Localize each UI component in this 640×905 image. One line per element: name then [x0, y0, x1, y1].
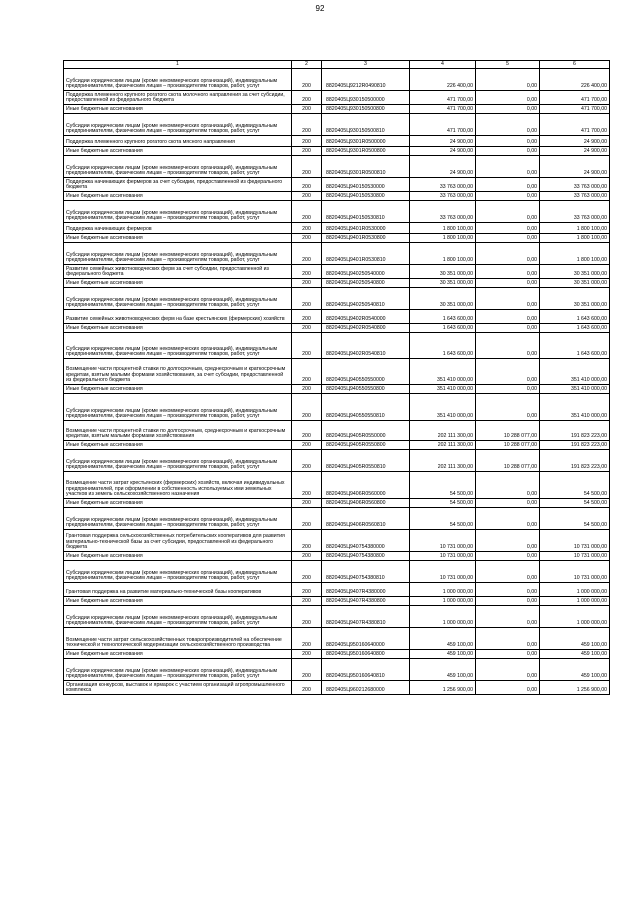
amount-cell: 24 900,00 — [410, 156, 476, 178]
total-cell: 54 500,00 — [540, 499, 610, 508]
code-cell: 200 — [292, 650, 322, 659]
total-cell: 10 731 000,00 — [540, 530, 610, 552]
name-cell: Субсидии юридическим лицам (кроме некоммерческих организаций), индивидуальным предпринимателям, физическим лицам – производителям товаров, работ, услуг — [64, 156, 292, 178]
table-row — [64, 147, 610, 156]
csr-cell: 8820405Ц950160640810 — [322, 659, 410, 681]
code-cell: 200 — [292, 394, 322, 421]
code-cell: 200 — [292, 201, 322, 223]
code-cell: 200 — [292, 628, 322, 650]
amount-cell: 1 800 100,00 — [410, 234, 476, 243]
total-cell: 30 351 000,00 — [540, 279, 610, 288]
total-cell: 459 100,00 — [540, 628, 610, 650]
amount-cell: 471 700,00 — [410, 91, 476, 105]
table-row — [64, 628, 610, 650]
csr-cell: 8820405Ц9406R0560800 — [322, 499, 410, 508]
name-cell: Субсидии юридическим лицам (кроме некоммерческих организаций), индивидуальным предпринимателям, физическим лицам – производителям товаров, работ, услуг — [64, 201, 292, 223]
total-cell: 10 731 000,00 — [540, 561, 610, 583]
change-cell: 0,00 — [476, 156, 540, 178]
table-row — [64, 583, 610, 597]
table-row — [64, 606, 610, 628]
amount-cell: 226 400,00 — [410, 69, 476, 91]
total-cell: 1 000 000,00 — [540, 583, 610, 597]
amount-cell: 1 800 100,00 — [410, 243, 476, 265]
change-cell: 0,00 — [476, 659, 540, 681]
name-cell: Грантовая поддержка на развитие материально-технической базы кооперативов — [64, 583, 292, 597]
change-cell: 0,00 — [476, 91, 540, 105]
amount-cell: 1 256 900,00 — [410, 681, 476, 695]
amount-cell: 202 111 300,00 — [410, 421, 476, 441]
csr-cell: 8820405Ц9407R4380000 — [322, 583, 410, 597]
code-cell: 200 — [292, 333, 322, 359]
name-cell: Субсидии юридическим лицам (кроме некоммерческих организаций), индивидуальным предпринимателям, физическим лицам – производителям товаров, работ, услуг — [64, 561, 292, 583]
amount-cell: 202 111 300,00 — [410, 441, 476, 450]
table-row — [64, 136, 610, 147]
table-row — [64, 265, 610, 279]
code-cell: 200 — [292, 265, 322, 279]
name-cell: Возмещение части затрат сельскохозяйственных товаропроизводителей на обеспечение технической и технологической модернизации сельскохозяйственного производства — [64, 628, 292, 650]
csr-cell: 8820405Ц940550550810 — [322, 394, 410, 421]
total-cell: 351 410 000,00 — [540, 359, 610, 385]
change-cell: 0,00 — [476, 606, 540, 628]
name-cell: Субсидии юридическим лицам (кроме некоммерческих организаций), индивидуальным предпринимателям, физическим лицам – производителям товаров, работ, услуг — [64, 243, 292, 265]
total-cell: 471 700,00 — [540, 114, 610, 136]
amount-cell: 24 900,00 — [410, 136, 476, 147]
total-cell: 191 823 223,00 — [540, 421, 610, 441]
page-number: 92 — [315, 4, 325, 13]
amount-cell: 351 410 000,00 — [410, 359, 476, 385]
total-cell: 459 100,00 — [540, 650, 610, 659]
name-cell: Субсидии юридическим лицам (кроме некоммерческих организаций), индивидуальным предпринимателям, физическим лицам – производителям товаров, работ, услуг — [64, 508, 292, 530]
total-cell: 33 763 000,00 — [540, 178, 610, 192]
amount-cell: 1 000 000,00 — [410, 597, 476, 606]
code-cell: 200 — [292, 583, 322, 597]
change-cell: 0,00 — [476, 310, 540, 324]
change-cell: 0,00 — [476, 105, 540, 114]
csr-cell: 8820405Ц9407R4380800 — [322, 597, 410, 606]
change-cell: 0,00 — [476, 583, 540, 597]
csr-cell: 8820405Ц9406R0560000 — [322, 472, 410, 499]
change-cell: 10 288 077,00 — [476, 441, 540, 450]
csr-cell: 8820405Ц9405R0550810 — [322, 450, 410, 472]
table-row — [64, 450, 610, 472]
code-cell: 200 — [292, 105, 322, 114]
change-cell: 0,00 — [476, 508, 540, 530]
csr-cell: 8820405Ц940550550800 — [322, 385, 410, 394]
csr-cell: 8820405Ц9212R0490810 — [322, 69, 410, 91]
header-cell: 2 — [292, 61, 322, 69]
table-row — [64, 105, 610, 114]
code-cell: 200 — [292, 279, 322, 288]
table-row — [64, 288, 610, 310]
name-cell: Развитие семейных животноводческих ферм на базе крестьянских (фермерских) хозяйств — [64, 310, 292, 324]
table-row — [64, 91, 610, 105]
code-cell: 200 — [292, 223, 322, 234]
total-cell: 33 763 000,00 — [540, 201, 610, 223]
name-cell: Возмещение части процентной ставки по долгосрочным, среднесрочным и краткосрочным кредитам, взятым малыми формами хозяйствования — [64, 421, 292, 441]
change-cell: 10 288 077,00 — [476, 450, 540, 472]
code-cell: 200 — [292, 606, 322, 628]
change-cell: 0,00 — [476, 178, 540, 192]
table-row — [64, 508, 610, 530]
code-cell: 200 — [292, 499, 322, 508]
name-cell: Субсидии юридическим лицам (кроме некоммерческих организаций), индивидуальным предпринимателям, физическим лицам – производителям товаров, работ, услуг — [64, 333, 292, 359]
total-cell: 54 500,00 — [540, 472, 610, 499]
table-row — [64, 359, 610, 385]
code-cell: 200 — [292, 69, 322, 91]
amount-cell: 459 100,00 — [410, 628, 476, 650]
change-cell: 0,00 — [476, 279, 540, 288]
table-row — [64, 499, 610, 508]
change-cell: 0,00 — [476, 597, 540, 606]
code-cell: 200 — [292, 508, 322, 530]
change-cell: 0,00 — [476, 394, 540, 421]
code-cell: 200 — [292, 659, 322, 681]
table-row — [64, 530, 610, 552]
change-cell: 0,00 — [476, 385, 540, 394]
csr-cell: 8820405Ц9401R0530810 — [322, 243, 410, 265]
code-cell: 200 — [292, 147, 322, 156]
change-cell: 10 288 077,00 — [476, 421, 540, 441]
csr-cell: 8820405Ц9402R0540000 — [322, 310, 410, 324]
change-cell: 0,00 — [476, 114, 540, 136]
table-row — [64, 69, 610, 91]
name-cell: Субсидии юридическим лицам (кроме некоммерческих организаций), индивидуальным предпринимателям, физическим лицам – производителям товаров, работ, услуг — [64, 69, 292, 91]
amount-cell: 30 351 000,00 — [410, 265, 476, 279]
code-cell: 200 — [292, 421, 322, 441]
table-row — [64, 552, 610, 561]
change-cell: 0,00 — [476, 324, 540, 333]
code-cell: 200 — [292, 91, 322, 105]
code-cell: 200 — [292, 178, 322, 192]
name-cell: Поддержка начинающих фермеров — [64, 223, 292, 234]
amount-cell: 1 643 600,00 — [410, 310, 476, 324]
code-cell: 200 — [292, 114, 322, 136]
amount-cell: 351 410 000,00 — [410, 394, 476, 421]
table-row — [64, 385, 610, 394]
change-cell: 0,00 — [476, 243, 540, 265]
code-cell: 200 — [292, 561, 322, 583]
total-cell: 24 900,00 — [540, 156, 610, 178]
csr-cell: 8820405Ц9405R0550000 — [322, 421, 410, 441]
change-cell: 0,00 — [476, 147, 540, 156]
header-cell: 4 — [410, 61, 476, 69]
amount-cell: 471 700,00 — [410, 105, 476, 114]
table-row — [64, 421, 610, 441]
amount-cell: 33 763 000,00 — [410, 192, 476, 201]
name-cell: Иные бюджетные ассигнования — [64, 279, 292, 288]
name-cell: Иные бюджетные ассигнования — [64, 105, 292, 114]
header-cell: 3 — [322, 61, 410, 69]
amount-cell: 1 000 000,00 — [410, 583, 476, 597]
table-row — [64, 681, 610, 695]
amount-cell: 24 900,00 — [410, 147, 476, 156]
csr-cell: 8820405Ц9406R0560810 — [322, 508, 410, 530]
change-cell: 0,00 — [476, 499, 540, 508]
table-row — [64, 561, 610, 583]
change-cell: 0,00 — [476, 681, 540, 695]
table-row — [64, 333, 610, 359]
amount-cell: 1 643 600,00 — [410, 324, 476, 333]
amount-cell: 471 700,00 — [410, 114, 476, 136]
total-cell: 24 900,00 — [540, 136, 610, 147]
change-cell: 0,00 — [476, 530, 540, 552]
name-cell: Иные бюджетные ассигнования — [64, 192, 292, 201]
csr-cell: 8820405Ц930150500000 — [322, 91, 410, 105]
table-row — [64, 201, 610, 223]
table-row — [64, 659, 610, 681]
total-cell: 1 000 000,00 — [540, 606, 610, 628]
change-cell: 0,00 — [476, 223, 540, 234]
name-cell: Поддержка племенного крупного рогатого скота молочного направления за счет субсидии, предоставленной из федерального бюджета — [64, 91, 292, 105]
table-row — [64, 472, 610, 499]
total-cell: 471 700,00 — [540, 91, 610, 105]
table-row — [64, 223, 610, 234]
csr-cell: 8820405Ц940754380810 — [322, 561, 410, 583]
change-cell: 0,00 — [476, 136, 540, 147]
csr-cell: 8820405Ц9301R0500000 — [322, 136, 410, 147]
change-cell: 0,00 — [476, 650, 540, 659]
total-cell: 24 900,00 — [540, 147, 610, 156]
csr-cell: 8820405Ц9407R4380810 — [322, 606, 410, 628]
csr-cell: 8820405Ц940550550000 — [322, 359, 410, 385]
name-cell: Поддержка начинающих фермеров за счет субсидии, предоставленной из федерального бюджета — [64, 178, 292, 192]
csr-cell: 8820405Ц950160640000 — [322, 628, 410, 650]
change-cell: 0,00 — [476, 265, 540, 279]
name-cell: Иные бюджетные ассигнования — [64, 499, 292, 508]
name-cell: Иные бюджетные ассигнования — [64, 441, 292, 450]
header-cell: 5 — [476, 61, 540, 69]
total-cell: 54 500,00 — [540, 508, 610, 530]
change-cell: 0,00 — [476, 333, 540, 359]
code-cell: 200 — [292, 441, 322, 450]
total-cell: 191 823 223,00 — [540, 441, 610, 450]
budget-table — [63, 60, 610, 695]
code-cell: 200 — [292, 597, 322, 606]
table-row — [64, 178, 610, 192]
code-cell: 200 — [292, 472, 322, 499]
code-cell: 200 — [292, 530, 322, 552]
csr-cell: 8820405Ц9401R0530000 — [322, 223, 410, 234]
csr-cell: 8820405Ц940150530000 — [322, 178, 410, 192]
table-row — [64, 114, 610, 136]
amount-cell: 54 500,00 — [410, 508, 476, 530]
amount-cell: 459 100,00 — [410, 659, 476, 681]
amount-cell: 30 351 000,00 — [410, 288, 476, 310]
change-cell: 0,00 — [476, 359, 540, 385]
table-row — [64, 310, 610, 324]
code-cell: 200 — [292, 324, 322, 333]
csr-cell: 8820405Ц960212680000 — [322, 681, 410, 695]
csr-cell: 8820405Ц9402R0540810 — [322, 333, 410, 359]
amount-cell: 54 500,00 — [410, 472, 476, 499]
csr-cell: 8820405Ц9401R0530800 — [322, 234, 410, 243]
name-cell: Иные бюджетные ассигнования — [64, 597, 292, 606]
name-cell: Субсидии юридическим лицам (кроме некоммерческих организаций), индивидуальным предпринимателям, физическим лицам – производителям товаров, работ, услуг — [64, 288, 292, 310]
table-row — [64, 441, 610, 450]
table-row — [64, 156, 610, 178]
table-row — [64, 279, 610, 288]
total-cell: 351 410 000,00 — [540, 385, 610, 394]
total-cell: 1 643 600,00 — [540, 333, 610, 359]
amount-cell: 33 763 000,00 — [410, 178, 476, 192]
csr-cell: 8820405Ц940250540810 — [322, 288, 410, 310]
total-cell: 30 351 000,00 — [540, 265, 610, 279]
table-row — [64, 324, 610, 333]
amount-cell: 1 643 600,00 — [410, 333, 476, 359]
code-cell: 200 — [292, 359, 322, 385]
name-cell: Возмещение части затрат крестьянских (фермерских) хозяйств, включая индивидуальных предпринимателей, при оформлении в собственность используемых ими земельных участков из земель сельскохозяйственного назначения — [64, 472, 292, 499]
total-cell: 351 410 000,00 — [540, 394, 610, 421]
csr-cell: 8820405Ц930150500810 — [322, 114, 410, 136]
header-cell: 1 — [64, 61, 292, 69]
code-cell: 200 — [292, 234, 322, 243]
amount-cell: 10 731 000,00 — [410, 530, 476, 552]
code-cell: 200 — [292, 288, 322, 310]
table-row — [64, 192, 610, 201]
total-cell: 471 700,00 — [540, 105, 610, 114]
amount-cell: 10 731 000,00 — [410, 561, 476, 583]
name-cell: Иные бюджетные ассигнования — [64, 552, 292, 561]
code-cell: 200 — [292, 243, 322, 265]
code-cell: 200 — [292, 156, 322, 178]
amount-cell: 202 111 300,00 — [410, 450, 476, 472]
csr-cell: 8820405Ц9301R0500800 — [322, 147, 410, 156]
csr-cell: 8820405Ц940150530810 — [322, 201, 410, 223]
header-cell: 6 — [540, 61, 610, 69]
name-cell: Иные бюджетные ассигнования — [64, 650, 292, 659]
total-cell: 33 763 000,00 — [540, 192, 610, 201]
change-cell: 0,00 — [476, 69, 540, 91]
name-cell: Иные бюджетные ассигнования — [64, 147, 292, 156]
name-cell: Развитие семейных животноводческих ферм за счет субсидии, предоставленной из федерального бюджета — [64, 265, 292, 279]
name-cell: Субсидии юридическим лицам (кроме некоммерческих организаций), индивидуальным предпринимателям, физическим лицам – производителям товаров, работ, услуг — [64, 450, 292, 472]
total-cell: 1 800 100,00 — [540, 234, 610, 243]
total-cell: 1 643 600,00 — [540, 310, 610, 324]
total-cell: 1 000 000,00 — [540, 597, 610, 606]
table-row — [64, 243, 610, 265]
total-cell: 1 256 900,00 — [540, 681, 610, 695]
change-cell: 0,00 — [476, 628, 540, 650]
name-cell: Субсидии юридическим лицам (кроме некоммерческих организаций), индивидуальным предпринимателям, физическим лицам – производителям товаров, работ, услуг — [64, 606, 292, 628]
code-cell: 200 — [292, 192, 322, 201]
change-cell: 0,00 — [476, 234, 540, 243]
change-cell: 0,00 — [476, 552, 540, 561]
csr-cell: 8820405Ц950160640800 — [322, 650, 410, 659]
amount-cell: 30 351 000,00 — [410, 279, 476, 288]
total-cell: 226 400,00 — [540, 69, 610, 91]
code-cell: 200 — [292, 552, 322, 561]
csr-cell: 8820405Ц9402R0540800 — [322, 324, 410, 333]
amount-cell: 1 800 100,00 — [410, 223, 476, 234]
total-cell: 1 800 100,00 — [540, 223, 610, 234]
name-cell: Организация конкурсов, выставок и ярмарок с участием организаций агропромышленного комплекса — [64, 681, 292, 695]
name-cell: Поддержка племенного крупного рогатого скота мясного направления — [64, 136, 292, 147]
csr-cell: 8820405Ц9405R0550800 — [322, 441, 410, 450]
amount-cell: 459 100,00 — [410, 650, 476, 659]
amount-cell: 10 731 000,00 — [410, 552, 476, 561]
csr-cell: 8820405Ц940250540800 — [322, 279, 410, 288]
total-cell: 1 800 100,00 — [540, 243, 610, 265]
table-row — [64, 650, 610, 659]
name-cell: Иные бюджетные ассигнования — [64, 234, 292, 243]
name-cell: Иные бюджетные ассигнования — [64, 324, 292, 333]
code-cell: 200 — [292, 136, 322, 147]
amount-cell: 33 763 000,00 — [410, 201, 476, 223]
name-cell: Субсидии юридическим лицам (кроме некоммерческих организаций), индивидуальным предпринимателям, физическим лицам – производителям товаров, работ, услуг — [64, 659, 292, 681]
amount-cell: 351 410 000,00 — [410, 385, 476, 394]
code-cell: 200 — [292, 385, 322, 394]
table-row — [64, 597, 610, 606]
name-cell: Субсидии юридическим лицам (кроме некоммерческих организаций), индивидуальным предпринимателям, физическим лицам – производителям товаров, работ, услуг — [64, 394, 292, 421]
name-cell: Возмещение части процентной ставки по долгосрочным, среднесрочным и краткосрочным кредитам, взятым малыми формами хозяйствования, за счет субсидии, предоставленной из федерального бюджета — [64, 359, 292, 385]
code-cell: 200 — [292, 681, 322, 695]
amount-cell: 1 000 000,00 — [410, 606, 476, 628]
name-cell: Грантовая поддержка сельскохозяйственных потребительских кооперативов для развития материально-технической базы за счет субсидии, предоставленной из федерального бюджета — [64, 530, 292, 552]
csr-cell: 8820405Ц940754380800 — [322, 552, 410, 561]
change-cell: 0,00 — [476, 561, 540, 583]
csr-cell: 8820405Ц940250540000 — [322, 265, 410, 279]
change-cell: 0,00 — [476, 192, 540, 201]
csr-cell: 8820405Ц940754380000 — [322, 530, 410, 552]
name-cell: Субсидии юридическим лицам (кроме некоммерческих организаций), индивидуальным предпринимателям, физическим лицам – производителям товаров, работ, услуг — [64, 114, 292, 136]
code-cell: 200 — [292, 310, 322, 324]
table-row — [64, 234, 610, 243]
code-cell: 200 — [292, 450, 322, 472]
total-cell: 10 731 000,00 — [540, 552, 610, 561]
total-cell: 1 643 600,00 — [540, 324, 610, 333]
csr-cell: 8820405Ц930150500800 — [322, 105, 410, 114]
name-cell: Иные бюджетные ассигнования — [64, 385, 292, 394]
table-header-row — [64, 61, 610, 69]
total-cell: 459 100,00 — [540, 659, 610, 681]
change-cell: 0,00 — [476, 472, 540, 499]
change-cell: 0,00 — [476, 288, 540, 310]
total-cell: 191 823 223,00 — [540, 450, 610, 472]
table-row — [64, 394, 610, 421]
amount-cell: 54 500,00 — [410, 499, 476, 508]
csr-cell: 8820405Ц9301R0500810 — [322, 156, 410, 178]
total-cell: 30 351 000,00 — [540, 288, 610, 310]
change-cell: 0,00 — [476, 201, 540, 223]
csr-cell: 8820405Ц940150530800 — [322, 192, 410, 201]
